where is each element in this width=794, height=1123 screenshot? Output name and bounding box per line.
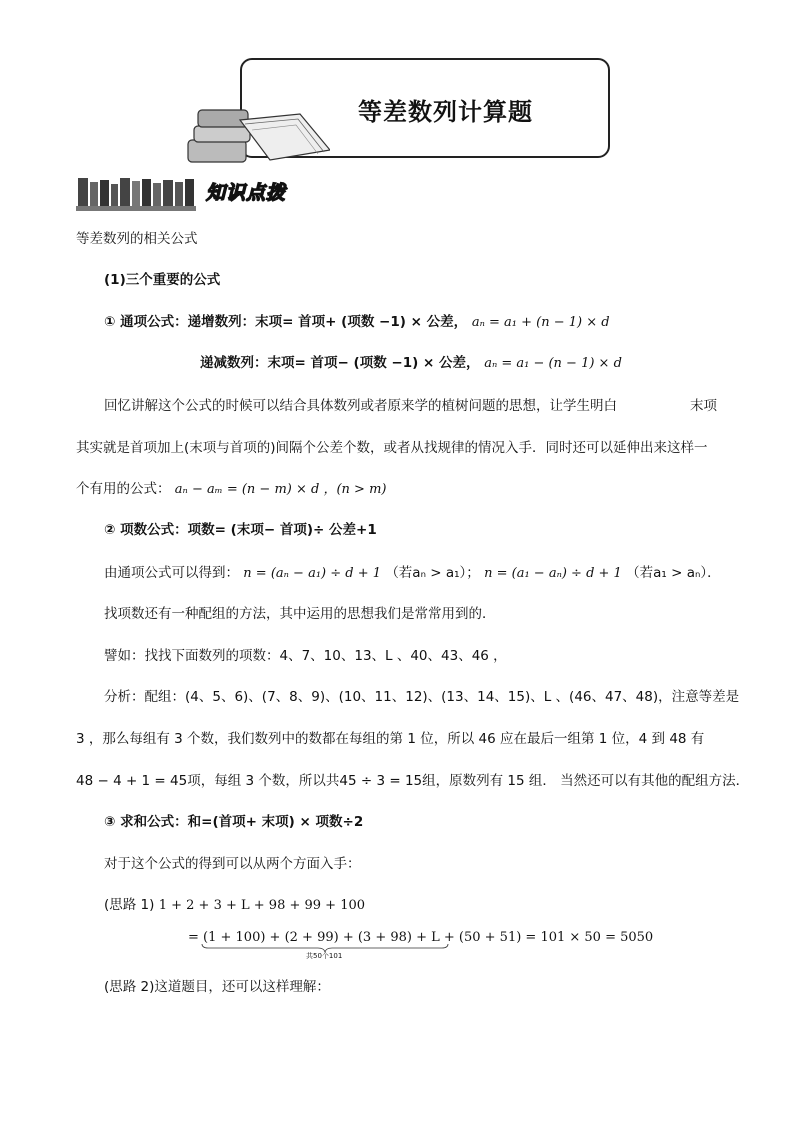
- formula1-math2: aₙ = a₁ − (n − 1) × d: [484, 356, 622, 371]
- sub-heading: (1)三个重要的公式: [104, 272, 221, 288]
- para1-line1: 回忆讲解这个公式的时候可以结合具体数列或者原来学的植树问题的思想，让学生明白: [104, 398, 617, 414]
- thought1-label: (思路 1): [104, 897, 155, 913]
- formula1-label2: 递减数列：末项= 首项− (项数 −1) × 公差，: [200, 355, 480, 371]
- formula2-label: 项数公式：项数= (末项− 首项)÷ 公差+1: [120, 522, 377, 538]
- formula2-row: [104, 520, 377, 540]
- para2-row: [104, 563, 721, 584]
- formula1-label: 通项公式：递增数列：末项= 首项+ (项数 −1) × 公差，: [120, 314, 468, 330]
- para2-cond1: （若aₙ > a₁）；: [385, 565, 480, 581]
- para2-math1: n = (aₙ − a₁) ÷ d + 1: [243, 566, 382, 581]
- section-label: 知识点拨: [206, 182, 287, 204]
- para3: 找项数还有一种配组的方法，其中运用的思想我们是常常用到的．: [104, 606, 496, 622]
- formula3-label: 求和公式：和=(首项+ 末项) × 项数÷2: [120, 814, 364, 830]
- brace-label: 共50个101: [306, 952, 343, 960]
- formula1-row2: [200, 353, 622, 374]
- thought2: (思路 2)这道题目，还可以这样理解：: [104, 979, 330, 995]
- para2-cond2: （若a₁ > aₙ）．: [626, 565, 721, 581]
- para1-line1-end: 末项: [690, 398, 717, 414]
- para1-math: aₙ − aₘ = (n − m) × d ，(n > m): [174, 482, 387, 497]
- formula1-number: ①: [104, 314, 116, 330]
- formula2-number: ②: [104, 522, 116, 538]
- thought1-expr2: = (1 + 100) + (2 + 99) + (3 + 98) + L + (50 + 51) = 101 × 50 = 5050: [188, 930, 654, 945]
- heading: 等差数列的相关公式: [76, 231, 198, 247]
- para2-math2: n = (a₁ − aₙ) ÷ d + 1: [484, 566, 622, 581]
- para1-text: 个有用的公式：: [76, 481, 171, 497]
- thought1-expr: 1 + 2 + 3 + L + 98 + 99 + 100: [158, 898, 366, 913]
- page-title: 等差数列计算题: [358, 97, 533, 126]
- thought1-row: [104, 895, 365, 916]
- para2-text: 由通项公式可以得到：: [104, 565, 239, 581]
- para5-line3: 48 − 4 + 1 = 45项，每组 3 个数，所以共45 ÷ 3 = 15组，原数列有 15 组． 当然还可以有其他的配组方法．: [76, 773, 750, 789]
- para1-line3: [76, 479, 386, 500]
- para1-line2: 其实就是首项加上(末项与首项的)间隔个公差个数，或者从找规律的情况入手．同时还可以延伸出来这样一: [76, 440, 708, 456]
- formula1-row: [104, 312, 610, 333]
- formula3-number: ③: [104, 814, 116, 830]
- formula3-row: [104, 812, 363, 832]
- para5-line1: 分析：配组：(4、5、6)、(7、8、9)、(10、11、12)、(13、14、15)、L 、(46、47、48)，注意等差是: [104, 689, 740, 705]
- formula1-math: aₙ = a₁ + (n − 1) × d: [471, 315, 610, 330]
- para5-line2: 3 ，那么每组有 3 个数，我们数列中的数都在每组的第 1 位，所以 46 应在最后一组第 1 位，4 到 48 有: [76, 731, 705, 747]
- section-banner-graphic: [76, 176, 200, 214]
- para6: 对于这个公式的得到可以从两个方面入手：: [104, 856, 361, 872]
- para4: 譬如：找找下面数列的项数：4、7、10、13、L 、40、43、46 ，: [104, 648, 507, 664]
- books-illustration: [180, 100, 330, 170]
